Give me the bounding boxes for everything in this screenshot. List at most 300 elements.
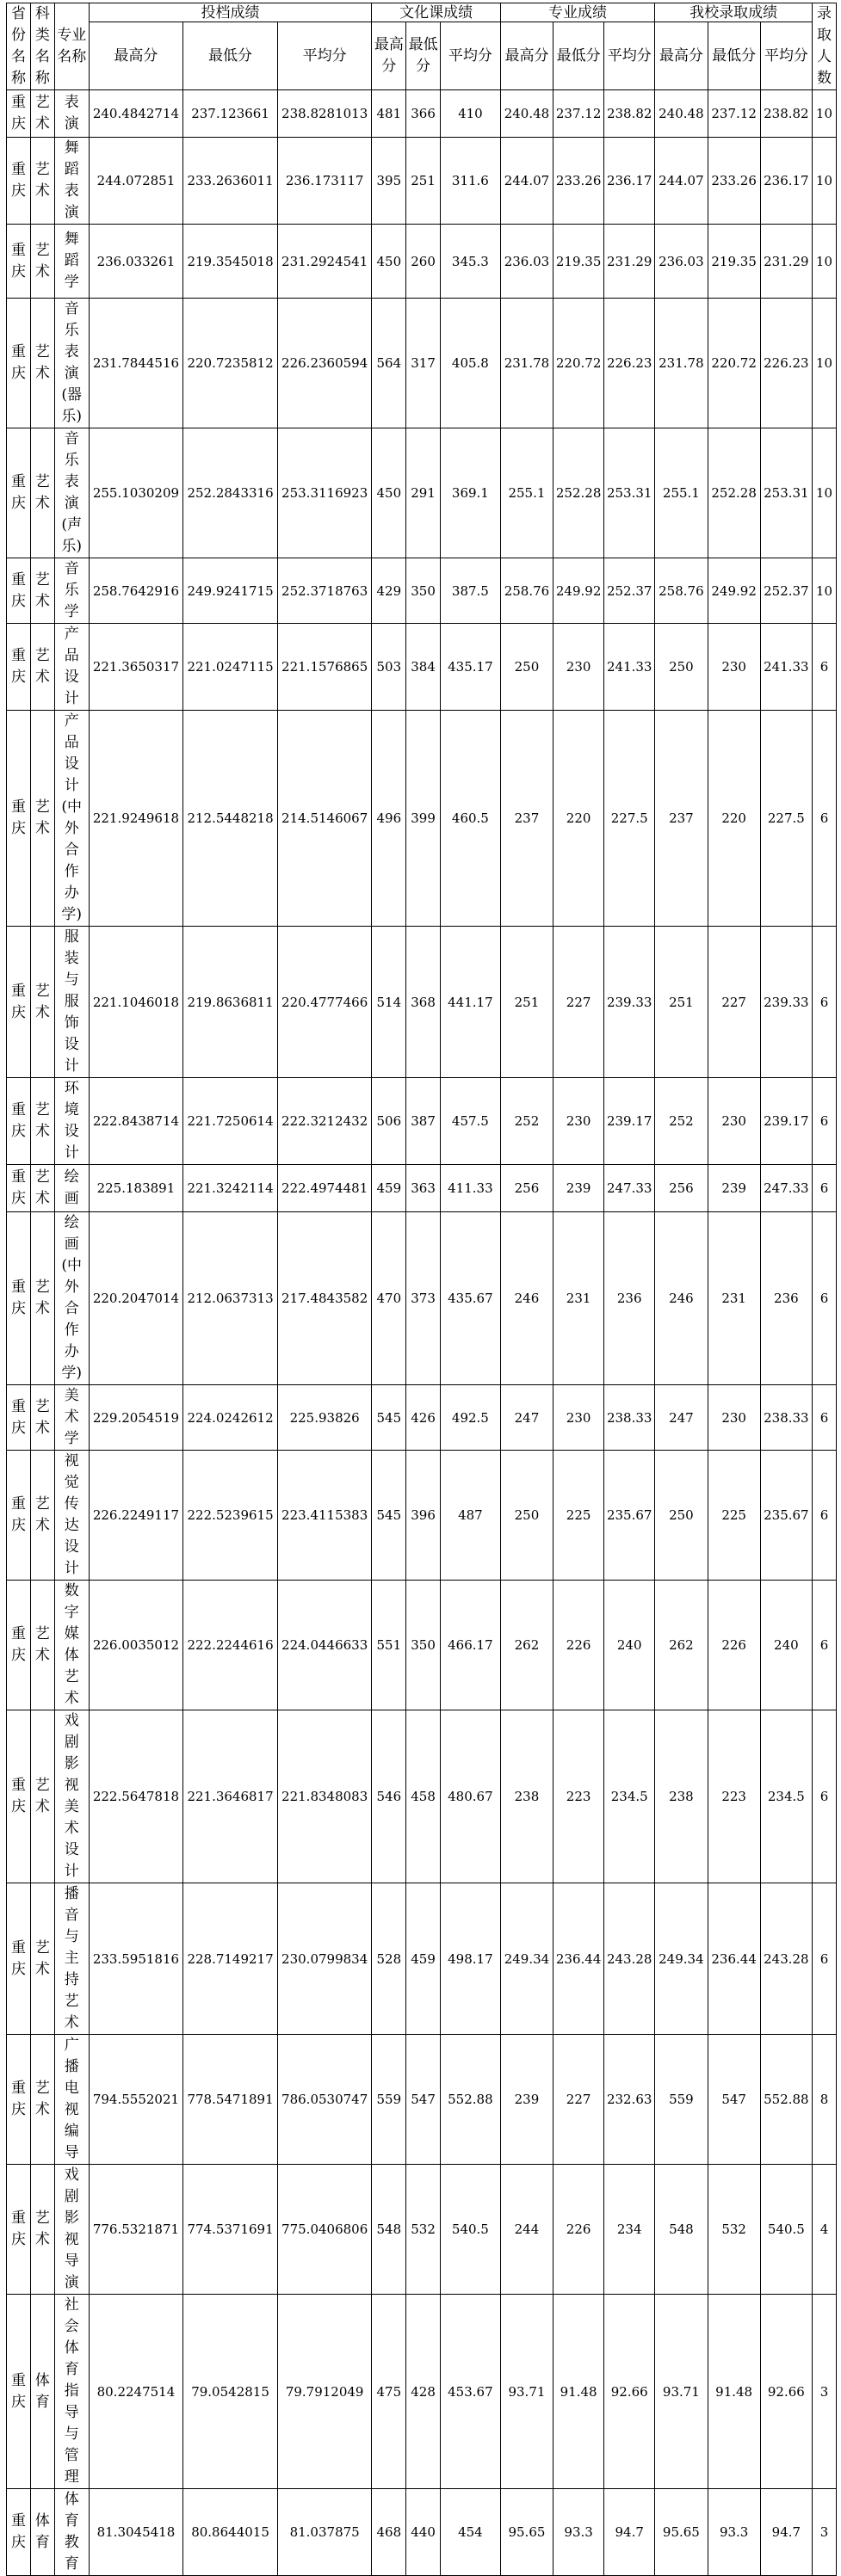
cell-enrolled: 6 (812, 1581, 836, 1710)
header-culture-max: 最高分 (372, 22, 406, 90)
cell-culture-max: 470 (372, 1212, 406, 1385)
cell-major-avg: 241.33 (604, 624, 655, 711)
cell-major-max: 262 (500, 1581, 553, 1710)
cell-admit-max: 93.71 (655, 2295, 708, 2489)
cell-enrolled: 6 (812, 1212, 836, 1385)
cell-major-max: 244 (500, 2165, 553, 2295)
cell-admit-avg: 238.82 (760, 90, 812, 138)
cell-culture-min: 366 (406, 90, 441, 138)
row-category: 艺术 (30, 225, 54, 299)
cell-major-avg: 238.33 (604, 1385, 655, 1451)
cell-major-max: 239 (500, 2035, 553, 2165)
cell-admit-min: 227 (708, 927, 760, 1078)
row-province: 重庆 (7, 1581, 31, 1710)
cell-culture-max: 503 (372, 624, 406, 711)
cell-major-avg: 231.29 (604, 225, 655, 299)
cell-major-min: 236.44 (553, 1883, 604, 2035)
cell-toudang-max: 776.5321871 (89, 2165, 183, 2295)
cell-admit-max: 238 (655, 1710, 708, 1883)
cell-major-min: 223 (553, 1710, 604, 1883)
cell-toudang-max: 226.0035012 (89, 1581, 183, 1710)
cell-culture-max: 514 (372, 927, 406, 1078)
cell-toudang-max: 244.072851 (89, 138, 183, 225)
row-category: 艺术 (30, 2035, 54, 2165)
row-category: 艺术 (30, 1165, 54, 1212)
row-major: 音乐学 (54, 558, 89, 624)
table-row (7, 90, 837, 138)
cell-culture-min: 387 (406, 1078, 441, 1165)
row-province: 重庆 (7, 558, 31, 624)
row-province: 重庆 (7, 90, 31, 138)
row-province: 重庆 (7, 1165, 31, 1212)
row-province: 重庆 (7, 1710, 31, 1883)
cell-admit-min: 226 (708, 1581, 760, 1710)
cell-toudang-min: 221.3242114 (183, 1165, 278, 1212)
cell-admit-max: 250 (655, 1451, 708, 1581)
cell-enrolled: 10 (812, 299, 836, 428)
cell-major-max: 247 (500, 1385, 553, 1451)
cell-culture-min: 291 (406, 428, 441, 558)
table-row (7, 2489, 837, 2576)
cell-admit-avg: 240 (760, 1581, 812, 1710)
cell-major-max: 258.76 (500, 558, 553, 624)
cell-toudang-max: 240.4842714 (89, 90, 183, 138)
cell-culture-max: 545 (372, 1451, 406, 1581)
row-category: 艺术 (30, 1078, 54, 1165)
cell-major-max: 255.1 (500, 428, 553, 558)
cell-culture-avg: 405.8 (440, 299, 500, 428)
cell-culture-min: 368 (406, 927, 441, 1078)
cell-culture-min: 317 (406, 299, 441, 428)
row-province: 重庆 (7, 2295, 31, 2489)
row-province: 重庆 (7, 1451, 31, 1581)
row-major: 音乐表演(器乐) (54, 299, 89, 428)
cell-toudang-min: 221.0247115 (183, 624, 278, 711)
cell-admit-max: 240.48 (655, 90, 708, 138)
cell-admit-avg: 236.17 (760, 138, 812, 225)
cell-admit-max: 252 (655, 1078, 708, 1165)
row-major: 产品设计 (54, 624, 89, 711)
row-province: 重庆 (7, 2489, 31, 2576)
row-major: 美术学 (54, 1385, 89, 1451)
cell-culture-max: 468 (372, 2489, 406, 2576)
row-province: 重庆 (7, 711, 31, 927)
cell-enrolled: 10 (812, 138, 836, 225)
cell-major-min: 220.72 (553, 299, 604, 428)
cell-major-avg: 227.5 (604, 711, 655, 927)
cell-admit-min: 239 (708, 1165, 760, 1212)
header-culture-min: 最低分 (406, 22, 441, 90)
row-major: 舞蹈表演 (54, 138, 89, 225)
table-row (7, 1883, 837, 2035)
cell-toudang-avg: 222.4974481 (277, 1165, 372, 1212)
cell-culture-max: 475 (372, 2295, 406, 2489)
cell-admit-min: 225 (708, 1451, 760, 1581)
cell-admit-min: 231 (708, 1212, 760, 1385)
cell-culture-min: 396 (406, 1451, 441, 1581)
cell-admit-max: 250 (655, 624, 708, 711)
cell-toudang-max: 221.3650317 (89, 624, 183, 711)
row-major: 戏剧影视美术设计 (54, 1710, 89, 1883)
cell-major-min: 227 (553, 2035, 604, 2165)
cell-admit-max: 559 (655, 2035, 708, 2165)
cell-toudang-max: 225.183891 (89, 1165, 183, 1212)
row-category: 艺术 (30, 927, 54, 1078)
row-category: 艺术 (30, 1451, 54, 1581)
cell-enrolled: 6 (812, 1451, 836, 1581)
cell-admit-avg: 94.7 (760, 2489, 812, 2576)
row-major: 服装与服饰设计 (54, 927, 89, 1078)
table-row (7, 1165, 837, 1212)
cell-toudang-min: 228.7149217 (183, 1883, 278, 2035)
cell-culture-min: 363 (406, 1165, 441, 1212)
cell-admit-avg: 227.5 (760, 711, 812, 927)
cell-admit-avg: 92.66 (760, 2295, 812, 2489)
cell-major-max: 246 (500, 1212, 553, 1385)
cell-culture-avg: 457.5 (440, 1078, 500, 1165)
header-admit-max: 最高分 (655, 22, 708, 90)
cell-major-avg: 232.63 (604, 2035, 655, 2165)
cell-major-min: 252.28 (553, 428, 604, 558)
header-admit-avg: 平均分 (760, 22, 812, 90)
cell-major-max: 244.07 (500, 138, 553, 225)
cell-enrolled: 6 (812, 1385, 836, 1451)
cell-admit-avg: 236 (760, 1212, 812, 1385)
cell-major-max: 252 (500, 1078, 553, 1165)
cell-major-avg: 252.37 (604, 558, 655, 624)
cell-admit-min: 220.72 (708, 299, 760, 428)
cell-toudang-avg: 238.8281013 (277, 90, 372, 138)
cell-toudang-min: 221.7250614 (183, 1078, 278, 1165)
cell-admit-max: 244.07 (655, 138, 708, 225)
cell-culture-max: 450 (372, 428, 406, 558)
row-province: 重庆 (7, 138, 31, 225)
header-admit-min: 最低分 (708, 22, 760, 90)
cell-toudang-min: 79.0542815 (183, 2295, 278, 2489)
cell-culture-avg: 453.67 (440, 2295, 500, 2489)
cell-culture-avg: 492.5 (440, 1385, 500, 1451)
cell-major-avg: 234.5 (604, 1710, 655, 1883)
cell-toudang-max: 231.7844516 (89, 299, 183, 428)
cell-major-max: 238 (500, 1710, 553, 1883)
cell-enrolled: 10 (812, 558, 836, 624)
cell-culture-max: 548 (372, 2165, 406, 2295)
cell-toudang-max: 81.3045418 (89, 2489, 183, 2576)
cell-admit-min: 237.12 (708, 90, 760, 138)
cell-culture-min: 350 (406, 1581, 441, 1710)
cell-culture-min: 440 (406, 2489, 441, 2576)
cell-culture-min: 260 (406, 225, 441, 299)
cell-culture-min: 384 (406, 624, 441, 711)
cell-major-avg: 238.82 (604, 90, 655, 138)
table-row (7, 2295, 837, 2489)
table-wrapper (6, 3, 837, 2576)
cell-toudang-max: 226.2249117 (89, 1451, 183, 1581)
cell-enrolled: 10 (812, 90, 836, 138)
header-category: 科类名称 (30, 3, 54, 90)
cell-toudang-min: 212.5448218 (183, 711, 278, 927)
cell-admit-max: 251 (655, 927, 708, 1078)
cell-major-max: 250 (500, 1451, 553, 1581)
row-major: 戏剧影视导演 (54, 2165, 89, 2295)
row-category: 体育 (30, 2489, 54, 2576)
table-body (7, 90, 837, 2576)
cell-culture-avg: 552.88 (440, 2035, 500, 2165)
cell-enrolled: 6 (812, 1710, 836, 1883)
cell-admit-max: 262 (655, 1581, 708, 1710)
cell-toudang-avg: 220.4777466 (277, 927, 372, 1078)
cell-major-avg: 234 (604, 2165, 655, 2295)
cell-major-max: 237 (500, 711, 553, 927)
row-province: 重庆 (7, 2035, 31, 2165)
cell-major-max: 95.65 (500, 2489, 553, 2576)
cell-toudang-avg: 79.7912049 (277, 2295, 372, 2489)
row-major: 广播电视编导 (54, 2035, 89, 2165)
cell-toudang-min: 212.0637313 (183, 1212, 278, 1385)
row-major: 产品设计(中外合作办学) (54, 711, 89, 927)
cell-major-min: 219.35 (553, 225, 604, 299)
cell-major-avg: 226.23 (604, 299, 655, 428)
cell-toudang-avg: 230.0799834 (277, 1883, 372, 2035)
cell-culture-avg: 311.6 (440, 138, 500, 225)
table-row (7, 1710, 837, 1883)
cell-toudang-avg: 223.4115383 (277, 1451, 372, 1581)
row-category: 艺术 (30, 138, 54, 225)
row-province: 重庆 (7, 624, 31, 711)
header-major-max: 最高分 (500, 22, 553, 90)
cell-admit-avg: 252.37 (760, 558, 812, 624)
row-category: 艺术 (30, 90, 54, 138)
cell-major-min: 226 (553, 1581, 604, 1710)
cell-admit-min: 93.3 (708, 2489, 760, 2576)
cell-toudang-avg: 775.0406806 (277, 2165, 372, 2295)
row-province: 重庆 (7, 299, 31, 428)
cell-enrolled: 10 (812, 225, 836, 299)
cell-admit-min: 230 (708, 624, 760, 711)
cell-admit-min: 532 (708, 2165, 760, 2295)
cell-admit-avg: 540.5 (760, 2165, 812, 2295)
row-major: 表演 (54, 90, 89, 138)
header-group-culture: 文化课成绩 (372, 3, 500, 22)
cell-toudang-avg: 221.8348083 (277, 1710, 372, 1883)
cell-major-min: 231 (553, 1212, 604, 1385)
cell-culture-max: 429 (372, 558, 406, 624)
cell-admit-avg: 238.33 (760, 1385, 812, 1451)
cell-enrolled: 6 (812, 1165, 836, 1212)
cell-toudang-min: 233.2636011 (183, 138, 278, 225)
table-row (7, 1212, 837, 1385)
header-province: 省份名称 (7, 3, 31, 90)
row-major: 播音与主持艺术 (54, 1883, 89, 2035)
cell-culture-max: 551 (372, 1581, 406, 1710)
row-category: 艺术 (30, 624, 54, 711)
row-province: 重庆 (7, 1883, 31, 2035)
cell-admit-max: 236.03 (655, 225, 708, 299)
cell-culture-min: 459 (406, 1883, 441, 2035)
cell-toudang-min: 778.5471891 (183, 2035, 278, 2165)
cell-admit-min: 91.48 (708, 2295, 760, 2489)
row-major: 社会体育指导与管理 (54, 2295, 89, 2489)
table-row (7, 558, 837, 624)
row-major: 体育教育 (54, 2489, 89, 2576)
cell-admit-min: 220 (708, 711, 760, 927)
cell-enrolled: 6 (812, 927, 836, 1078)
cell-major-avg: 239.17 (604, 1078, 655, 1165)
table-row (7, 299, 837, 428)
header-major-min: 最低分 (553, 22, 604, 90)
cell-toudang-max: 220.2047014 (89, 1212, 183, 1385)
cell-major-min: 230 (553, 1078, 604, 1165)
cell-major-avg: 235.67 (604, 1451, 655, 1581)
cell-major-min: 226 (553, 2165, 604, 2295)
cell-toudang-max: 258.7642916 (89, 558, 183, 624)
row-category: 艺术 (30, 1385, 54, 1451)
cell-culture-max: 395 (372, 138, 406, 225)
header-row-groups (7, 3, 837, 22)
cell-admit-min: 223 (708, 1710, 760, 1883)
cell-major-min: 230 (553, 1385, 604, 1451)
cell-major-min: 220 (553, 711, 604, 927)
cell-toudang-min: 219.3545018 (183, 225, 278, 299)
table-row (7, 711, 837, 927)
cell-culture-avg: 540.5 (440, 2165, 500, 2295)
cell-culture-avg: 498.17 (440, 1883, 500, 2035)
cell-enrolled: 10 (812, 428, 836, 558)
row-province: 重庆 (7, 1385, 31, 1451)
cell-culture-max: 564 (372, 299, 406, 428)
cell-major-max: 251 (500, 927, 553, 1078)
row-category: 艺术 (30, 558, 54, 624)
cell-toudang-min: 774.5371691 (183, 2165, 278, 2295)
cell-toudang-max: 221.9249618 (89, 711, 183, 927)
cell-major-avg: 236.17 (604, 138, 655, 225)
cell-major-min: 227 (553, 927, 604, 1078)
cell-enrolled: 6 (812, 624, 836, 711)
row-province: 重庆 (7, 428, 31, 558)
cell-admit-max: 258.76 (655, 558, 708, 624)
cell-admit-max: 95.65 (655, 2489, 708, 2576)
cell-culture-max: 450 (372, 225, 406, 299)
cell-admit-max: 256 (655, 1165, 708, 1212)
cell-major-max: 249.34 (500, 1883, 553, 2035)
cell-culture-min: 399 (406, 711, 441, 927)
cell-toudang-avg: 252.3718763 (277, 558, 372, 624)
cell-enrolled: 8 (812, 2035, 836, 2165)
cell-admit-avg: 226.23 (760, 299, 812, 428)
cell-admit-min: 230 (708, 1078, 760, 1165)
row-category: 艺术 (30, 428, 54, 558)
cell-culture-avg: 480.67 (440, 1710, 500, 1883)
cell-admit-max: 247 (655, 1385, 708, 1451)
cell-toudang-min: 237.123661 (183, 90, 278, 138)
cell-admit-avg: 239.33 (760, 927, 812, 1078)
header-toudang-min: 最低分 (183, 22, 278, 90)
cell-admit-avg: 243.28 (760, 1883, 812, 2035)
cell-admit-max: 231.78 (655, 299, 708, 428)
cell-major-min: 93.3 (553, 2489, 604, 2576)
cell-culture-min: 251 (406, 138, 441, 225)
header-culture-avg: 平均分 (440, 22, 500, 90)
cell-culture-avg: 435.17 (440, 624, 500, 711)
cell-major-avg: 247.33 (604, 1165, 655, 1212)
table-row (7, 2165, 837, 2295)
cell-admit-max: 249.34 (655, 1883, 708, 2035)
cell-toudang-max: 229.2054519 (89, 1385, 183, 1451)
cell-toudang-max: 233.5951816 (89, 1883, 183, 2035)
cell-toudang-avg: 786.0530747 (277, 2035, 372, 2165)
cell-toudang-max: 222.8438714 (89, 1078, 183, 1165)
table-row (7, 428, 837, 558)
cell-toudang-max: 80.2247514 (89, 2295, 183, 2489)
table-row (7, 1385, 837, 1451)
cell-major-avg: 94.7 (604, 2489, 655, 2576)
cell-toudang-avg: 214.5146067 (277, 711, 372, 927)
cell-admit-min: 219.35 (708, 225, 760, 299)
cell-culture-max: 559 (372, 2035, 406, 2165)
cell-culture-min: 350 (406, 558, 441, 624)
row-province: 重庆 (7, 225, 31, 299)
row-province: 重庆 (7, 927, 31, 1078)
cell-toudang-max: 794.5552021 (89, 2035, 183, 2165)
cell-toudang-avg: 253.3116923 (277, 428, 372, 558)
cell-culture-max: 459 (372, 1165, 406, 1212)
cell-major-max: 231.78 (500, 299, 553, 428)
header-group-major: 专业成绩 (500, 3, 654, 22)
cell-culture-avg: 411.33 (440, 1165, 500, 1212)
cell-admit-avg: 253.31 (760, 428, 812, 558)
cell-admit-max: 255.1 (655, 428, 708, 558)
table-row (7, 2035, 837, 2165)
row-category: 体育 (30, 2295, 54, 2489)
cell-admit-min: 252.28 (708, 428, 760, 558)
row-category: 艺术 (30, 1710, 54, 1883)
header-major-avg: 平均分 (604, 22, 655, 90)
cell-admit-max: 548 (655, 2165, 708, 2295)
cell-enrolled: 6 (812, 711, 836, 927)
cell-toudang-avg: 226.2360594 (277, 299, 372, 428)
cell-culture-avg: 454 (440, 2489, 500, 2576)
cell-toudang-avg: 217.4843582 (277, 1212, 372, 1385)
table-row (7, 225, 837, 299)
cell-toudang-avg: 221.1576865 (277, 624, 372, 711)
cell-major-min: 239 (553, 1165, 604, 1212)
cell-culture-avg: 435.67 (440, 1212, 500, 1385)
cell-major-min: 249.92 (553, 558, 604, 624)
cell-culture-avg: 345.3 (440, 225, 500, 299)
cell-major-max: 240.48 (500, 90, 553, 138)
row-major: 数字媒体艺术 (54, 1581, 89, 1710)
cell-culture-avg: 387.5 (440, 558, 500, 624)
row-category: 艺术 (30, 2165, 54, 2295)
cell-toudang-max: 255.1030209 (89, 428, 183, 558)
cell-toudang-max: 222.5647818 (89, 1710, 183, 1883)
cell-toudang-avg: 222.3212432 (277, 1078, 372, 1165)
cell-enrolled: 6 (812, 1883, 836, 2035)
cell-toudang-avg: 224.0446633 (277, 1581, 372, 1710)
cell-admit-avg: 241.33 (760, 624, 812, 711)
cell-culture-min: 532 (406, 2165, 441, 2295)
cell-culture-max: 545 (372, 1385, 406, 1451)
cell-major-avg: 253.31 (604, 428, 655, 558)
row-category: 艺术 (30, 711, 54, 927)
cell-major-avg: 239.33 (604, 927, 655, 1078)
row-major: 音乐表演(声乐) (54, 428, 89, 558)
cell-toudang-avg: 236.173117 (277, 138, 372, 225)
cell-major-avg: 240 (604, 1581, 655, 1710)
cell-admit-min: 236.44 (708, 1883, 760, 2035)
cell-toudang-max: 236.033261 (89, 225, 183, 299)
cell-major-min: 225 (553, 1451, 604, 1581)
